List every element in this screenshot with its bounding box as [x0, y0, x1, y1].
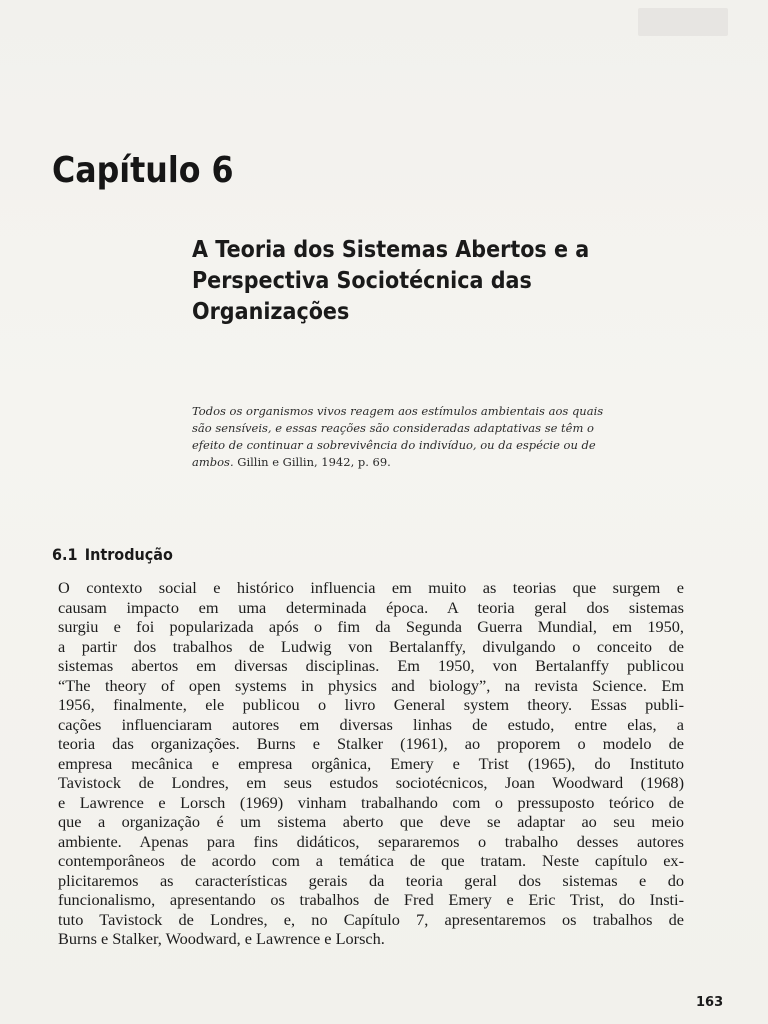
- epigraph-line: efeito de continuar a sobrevivência do indivíduo, ou da espécie ou de: [192, 438, 596, 452]
- section-title: Introdução: [84, 545, 173, 564]
- page-number: 163: [696, 995, 724, 1010]
- epigraph-last-line: [192, 454, 677, 471]
- epigraph-citation: Gillin e Gillin, 1942, p. 69.: [237, 455, 391, 469]
- body-line: O contexto social e histórico influencia em muito as teorias que surgem e: [58, 578, 684, 597]
- epigraph: [192, 403, 677, 471]
- body-line: ambiente. Apenas para fins didáticos, separaremos o trabalho desses autores: [58, 831, 684, 851]
- body-line: a partir dos trabalhos de Ludwig von Bertalanffy, divulgando o conceito de: [58, 636, 684, 656]
- chapter-subtitle: [192, 235, 615, 328]
- body-line: tuto Tavistock de Londres, e, no Capítulo 7, apresentaremos os trabalhos de: [58, 909, 684, 929]
- epigraph-line: são sensíveis, e essas reações são consideradas adaptativas se têm o: [192, 421, 594, 435]
- body-line: que a organização é um sistema aberto que deve se adaptar ao seu meio: [58, 812, 684, 831]
- body-line: plicitaremos as características gerais da teoria geral dos sistemas e do: [58, 870, 684, 890]
- body-line: contemporâneos de acordo com a temática de que tratam. Neste capítulo ex-: [58, 851, 684, 870]
- subtitle-line: Organizações: [192, 299, 350, 325]
- body-line: Tavistock de Londres, em seus estudos sociotécnicos, Joan Woodward (1968): [58, 773, 684, 792]
- scan-shadow: [638, 8, 728, 36]
- body-line: causam impacto em uma determinada época. A teoria geral dos sistemas: [58, 597, 684, 617]
- body-line: e Lawrence e Lorsch (1969) vinham trabalhando com o pressuposto teórico de: [58, 792, 684, 812]
- chapter-title: Capítulo 6: [52, 150, 234, 191]
- body-line: sistemas abertos em diversas disciplinas. Em 1950, von Bertalanffy publicou: [58, 656, 684, 675]
- body-line: “The theory of open systems in physics and biology”, na revista Science. Em: [58, 675, 684, 695]
- body-line: 1956, finalmente, ele publicou o livro General system theory. Essas publi-: [58, 695, 684, 714]
- body-line: teoria das organizações. Burns e Stalker (1961), ao proporem o modelo de: [58, 734, 684, 753]
- section-heading: [52, 545, 173, 564]
- body-line: funcionalismo, apresentando os trabalhos de Fred Emery e Eric Trist, do Insti-: [58, 890, 684, 909]
- subtitle-line: Perspectiva Sociotécnica das: [192, 268, 532, 294]
- body-line: cações influenciaram autores em diversas linhas de estudo, entre elas, a: [58, 714, 684, 734]
- subtitle-line: A Teoria dos Sistemas Abertos e a: [192, 237, 590, 263]
- epigraph-line: Todos os organismos vivos reagem aos estímulos ambientais aos quais: [192, 404, 604, 418]
- body-line: surgiu e foi popularizada após o fim da Segunda Guerra Mundial, em 1950,: [58, 617, 684, 636]
- epigraph-line: ambos.: [192, 455, 234, 469]
- body-line: empresa mecânica e empresa orgânica, Emery e Trist (1965), do Instituto: [58, 753, 684, 773]
- body-line: Burns e Stalker, Woodward, e Lawrence e Lorsch.: [58, 929, 385, 948]
- body-paragraph: [58, 578, 684, 949]
- section-number: 6.1: [52, 545, 78, 564]
